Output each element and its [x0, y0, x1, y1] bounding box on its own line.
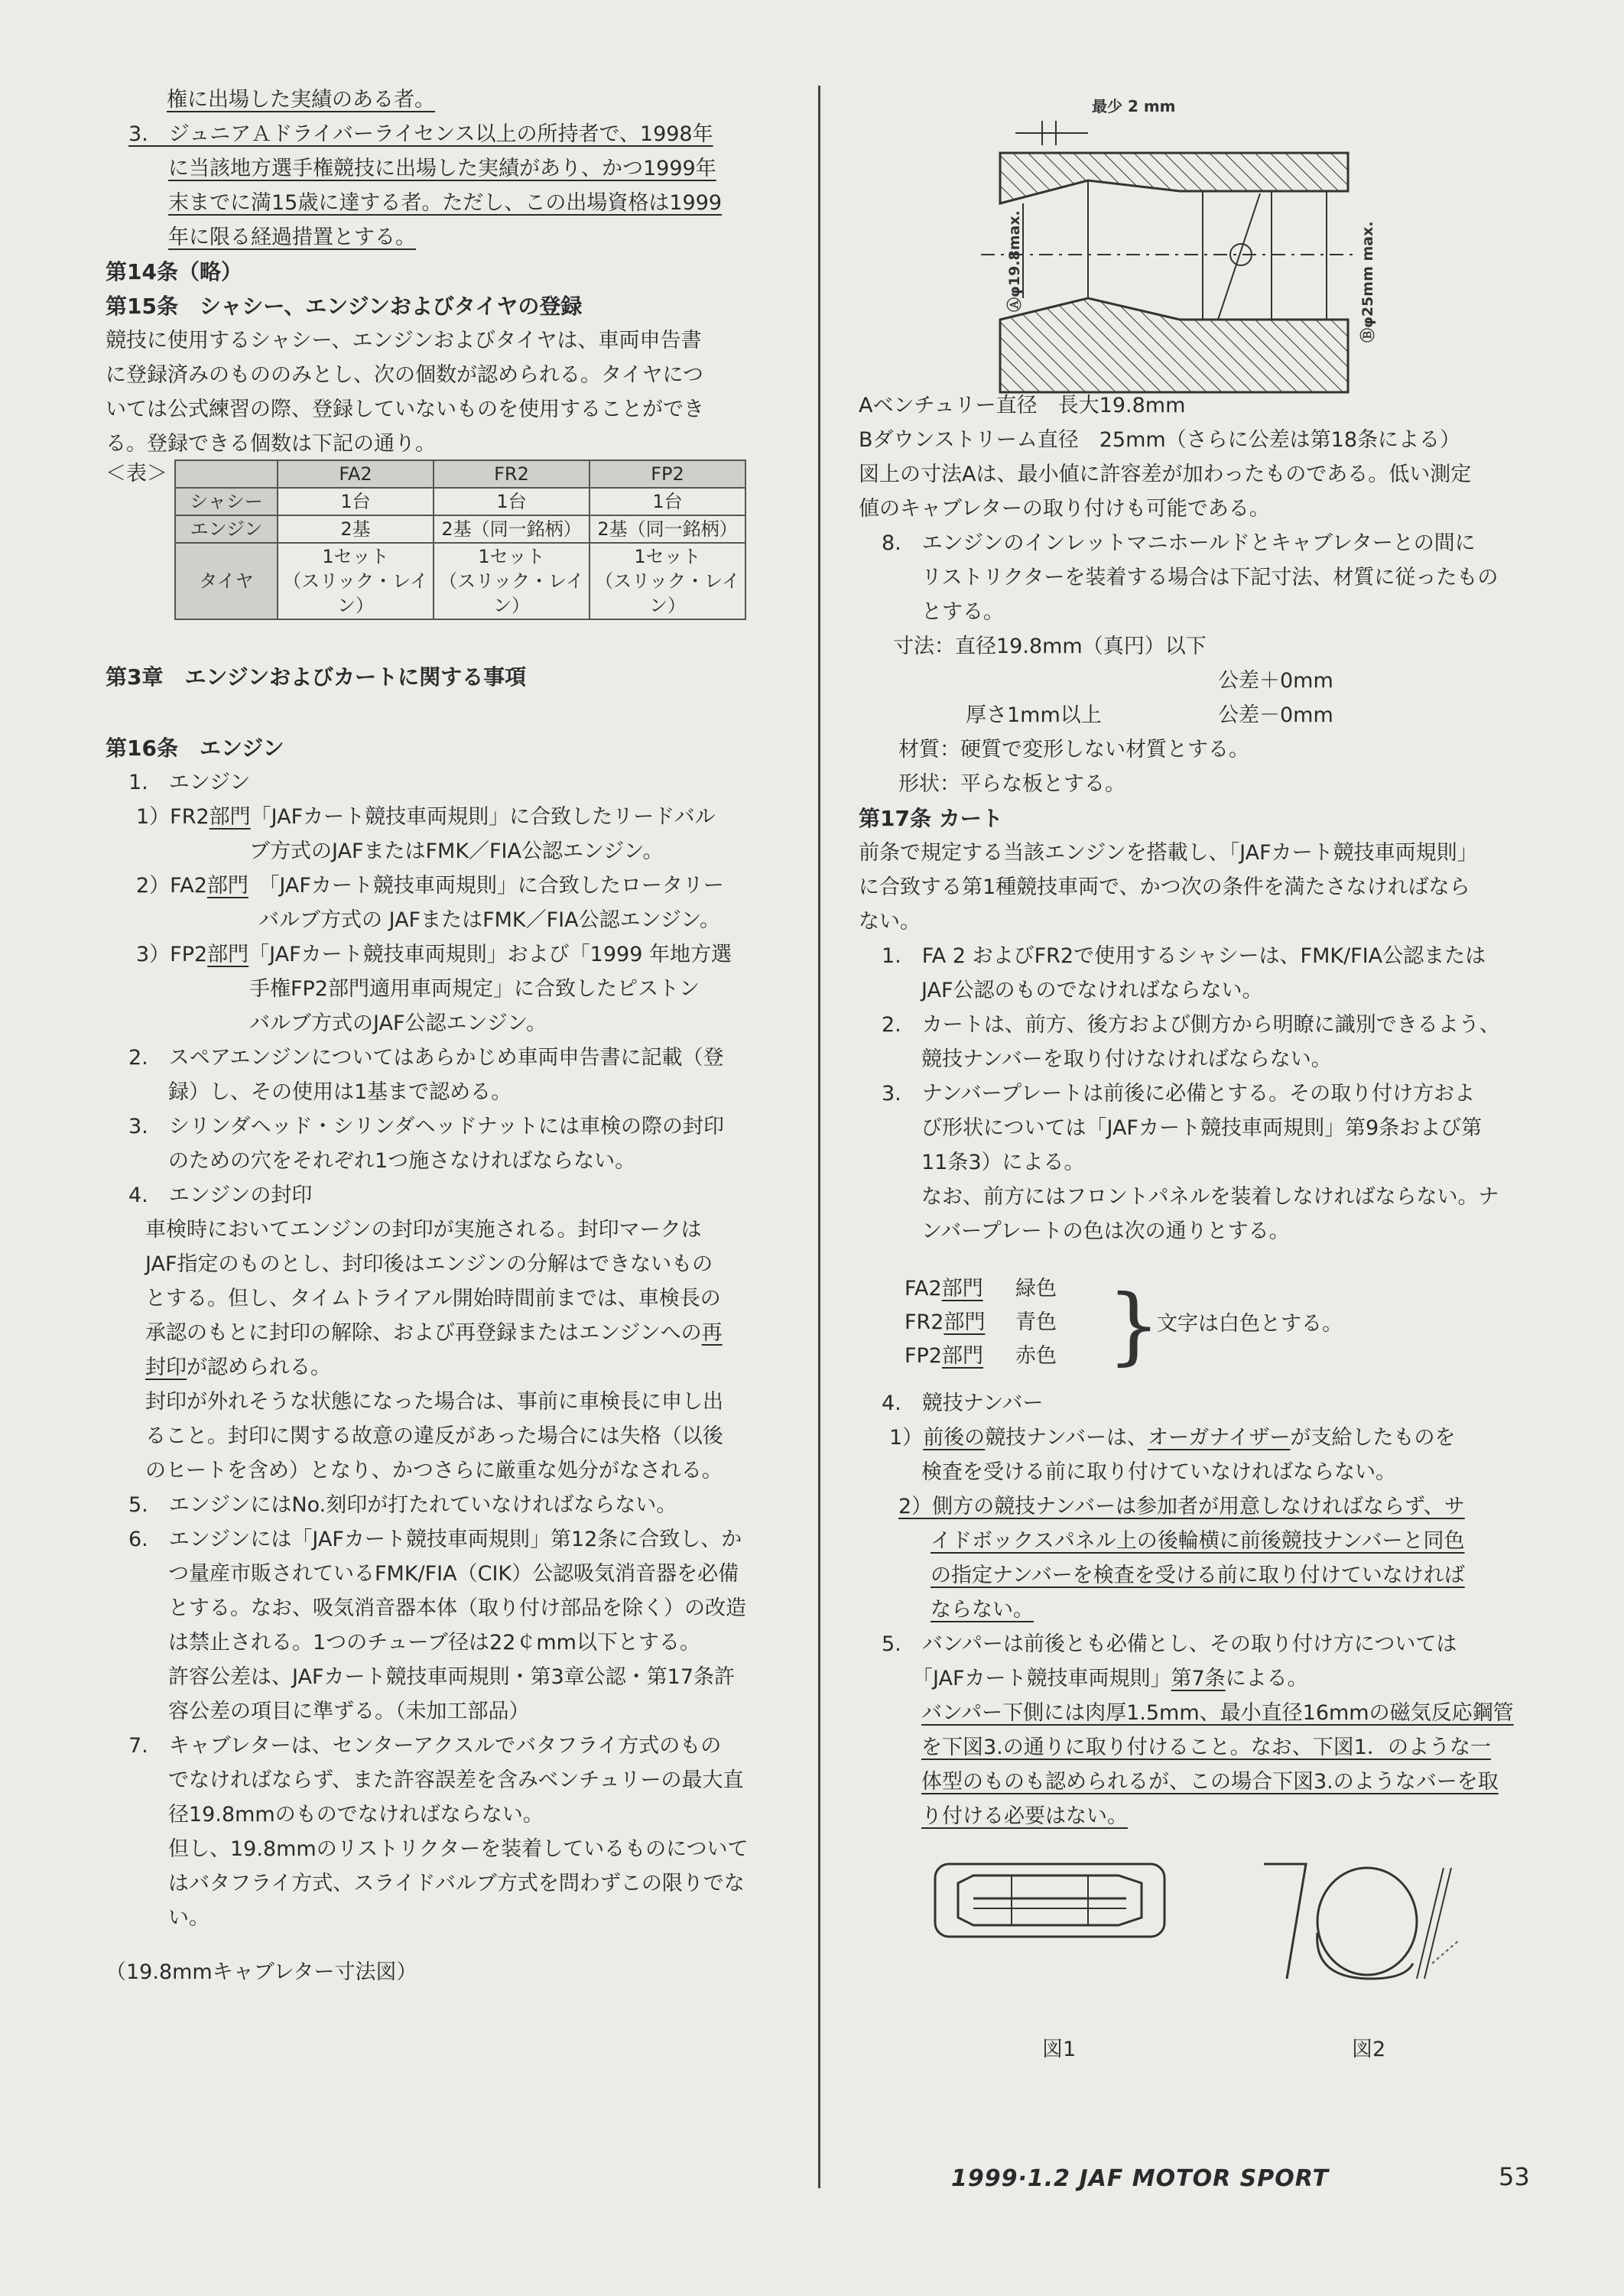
restrictor-material: 材質：硬質で変形しない材質とする。: [898, 738, 1249, 762]
table-cell: 1セット （スリック・レイン）: [590, 543, 745, 619]
dimension-a-label: Ⓐφ19.8max.: [1006, 210, 1023, 312]
butterfly-plate: [1218, 193, 1260, 320]
chapter-3-heading: 第3章 エンジンおよびカートに関する事項: [106, 664, 527, 690]
table-cell: 1台: [278, 488, 434, 515]
row-header: タイヤ: [175, 543, 278, 619]
figure-1-caption: 図1: [1042, 2038, 1077, 2061]
kart-item-4-2: 2）側方の競技ナンバーは参加者が用意しなければならず、サ イドボックスパネル上の後輪横に前後競技ナンバーと同色 の指定ナンバーを検査を受ける前に取り付けていなければ ならない。: [898, 1495, 1465, 1622]
table-cell: 2基: [278, 515, 434, 543]
engine-item-1-3: 3）FP2部門「JAFカート競技車両規則」および「1999 年地方選 手権FP2部門適用車両規定」に合致したピストン バルブ方式のJAF公認エンジン。: [136, 943, 732, 1035]
engine-item-5: 5. エンジンにはNo.刻印が打たれていなければならない。: [128, 1493, 677, 1517]
engine-item-1-2: 2）FA2部門 「JAFカート競技車両規則」に合致したロータリー バルブ方式の JAFまたはFMK／FIA公認エンジン。: [136, 874, 724, 932]
right-column: [859, 90, 1531, 2061]
engine-item-4: 4. エンジンの封印: [128, 1184, 313, 1207]
page-number: 53: [1499, 2162, 1530, 2191]
venturi-diameter-desc: Aベンチュリー直径 長大19.8mm: [859, 394, 1186, 417]
restrictor-size: 寸法：直径19.8mm（真円）以下: [893, 635, 1207, 658]
body-top-section: [1000, 153, 1348, 203]
kart-item-2: 2. カートは、前方、後方および側方から明瞭に識別できるよう、 競技ナンバーを取り付けなければならない。: [882, 1013, 1500, 1071]
article-17-body: 前条で規定する当該エンジンを搭載し、「JAFカート競技車両規則」 に合致する第1種競技車両で、かつ次の条件を満たさなければなら ない。: [859, 841, 1478, 934]
figure-2-caption: 図2: [1352, 2038, 1386, 2061]
list-item: FA2部門 緑色: [905, 1277, 1057, 1301]
table-cell: 1台: [590, 488, 745, 515]
bumper-figures: [859, 1856, 1531, 2061]
engine-item-3: 3. シリンダヘッド・シリンダヘッドナットには車検の際の封印 のための穴をそれぞれ1つ施さなければならない。: [128, 1115, 725, 1173]
list-item: FR2部門 青色: [905, 1310, 1057, 1334]
table-cell: 1セット （スリック・レイン）: [278, 543, 434, 619]
carburetor-diagram: [859, 90, 1394, 396]
engine-item-7: 7. キャブレターは、センターアクスルでバタフライ方式のもの でなければならず、また許容誤差を含みベンチュリーの最大直 径19.8mmのものでなければならない。 但し、19.8mmのリストリクターを装着しているものについて はバタフライ方式、スライドバルブ方式を問わずこの限りでな い。: [128, 1734, 749, 1930]
plate-color-list: [905, 1271, 1531, 1386]
kart-item-3: 3. ナンバープレートは前後に必備とする。その取り付け方およ び形状については「JAFカート競技車両規則」第9条および第 11条3）による。 なお、前方にはフロントパネルを装着しなければならない。ナ ンバープレートの色は次の通りとする。: [882, 1082, 1499, 1243]
table-row: [175, 488, 745, 515]
article-17-heading: 第17条 カート: [859, 806, 1003, 831]
continued-text: 権に出場した実績のある者。: [167, 88, 435, 112]
table-header: FP2: [590, 460, 745, 488]
kart-item-1: 1. FA 2 およびFR2で使用するシャシーは、FMK/FIA公認または JAF公認のものでなければならない。: [882, 944, 1486, 1002]
table-header: FR2: [434, 460, 590, 488]
article-15-heading: 第15条 シャシー、エンジンおよびタイヤの登録: [106, 294, 583, 319]
table-row: [175, 515, 745, 543]
table-corner: [175, 460, 278, 488]
table-row: [175, 543, 745, 619]
table-header: FA2: [278, 460, 434, 488]
downstream-diameter-desc: Bダウンストリーム直径 25mm（さらに公差は第18条による）: [859, 428, 1461, 452]
engine-item-1-1: 1）FR2部門「JAFカート競技車両規則」に合致したリードバル ブ方式のJAFまたはFMK／FIA公認エンジン。: [136, 805, 716, 863]
column-divider: [818, 86, 820, 2188]
thickness-row: 厚さ1mm以上 公差－0mm: [966, 703, 1333, 727]
table-label: ＜表＞: [106, 462, 167, 486]
kart-item-4: 4. 競技ナンバー: [882, 1392, 1044, 1415]
registration-table-block: [106, 460, 786, 620]
table-cell: 1セット （スリック・レイン）: [434, 543, 590, 619]
kart-item-4-1: 1）前後の競技ナンバーは、オーガナイザーが支給したものを 検査を受ける前に取り付けていなければならない。: [889, 1426, 1456, 1484]
carburetor-caption: （19.8mmキャブレター寸法図）: [106, 1960, 417, 1984]
row-header: エンジン: [175, 515, 278, 543]
table-cell: 1台: [434, 488, 590, 515]
article-16-heading: 第16条 エンジン: [106, 736, 284, 761]
body-bottom-section: [1000, 298, 1348, 392]
dimension-b-label: Ⓑφ25mm max.: [1359, 221, 1376, 343]
item-3: 3. ジュニアＡドライバーライセンス以上の所持者で、1998年 に当該地方選手権競技に出場した実績があり、かつ1999年 末までに満15歳に達する者。ただし、この出場資格は1999 年に限る経過措置とする。: [128, 122, 723, 249]
brace-icon: }: [1107, 1276, 1161, 1374]
table-cell: 2基（同一銘柄）: [590, 515, 745, 543]
color-note: 文字は白色とする。: [1157, 1312, 1343, 1336]
engine-item-8: 8. エンジンのインレットマニホールドとキャブレターとの間に リストリクターを装着する場合は下記寸法、材質に従ったもの とする。: [882, 531, 1499, 624]
row-header: シャシー: [175, 488, 278, 515]
table-cell: 2基（同一銘柄）: [434, 515, 590, 543]
article-14-heading: 第14条（略）: [106, 259, 242, 284]
tolerance-plus: 公差＋0mm: [1218, 669, 1333, 693]
registration-table: [174, 460, 746, 620]
engine-item-6: 6. エンジンには「JAFカート競技車両規則」第12条に合致し、か つ量産市販されているFMK/FIA（CIK）公認吸気消音器を必備 とする。なお、吸気消音器本体（取り付け部品を除く）の改造 は禁止される。1つのチューブ径は22￠mm以下とする。 許容公差は、JAFカート競技車両規則・第3章公認・第17条許 容公差の項目に準ずる。（未加工部品）: [128, 1528, 746, 1723]
magazine-footer: 1999·1.2 JAF MOTOR SPORT: [951, 2165, 1329, 2192]
restrictor-shape: 形状：平らな板とする。: [898, 772, 1125, 796]
kart-item-5: 5. バンパーは前後とも必備とし、その取り付け方については 「JAFカート競技車両規則」第7条による。 バンパー下側には肉厚1.5mm、最小直径16mmの磁気反応鋼管 を下図3.の通りに取り付けること。なお、下図1．のような一 体型のものも認められるが、この場合下図3.のようなバーを取 り付ける必要はない。: [882, 1632, 1514, 1828]
diagram-note: 図上の寸法Aは、最小値に許容差が加わったものである。低い測定 値のキャブレターの取り付けも可能である。: [859, 463, 1472, 521]
engine-item-1: 1. エンジン: [128, 771, 251, 794]
left-column: [106, 83, 786, 1989]
figure-1-drawing: [927, 1856, 1180, 1948]
figure-2-drawing: [1241, 1849, 1470, 1994]
article-15-body: 競技に使用するシャシー、エンジンおよびタイヤは、車両申告書 に登録済みのもののみとし、次の個数が認められる。タイヤにつ いては公式練習の際、登録していないものを使用することができ る。登録できる個数は下記の通り。: [106, 329, 704, 456]
min-dimension-label: 最少 2 mm: [1092, 97, 1176, 115]
engine-item-2: 2. スペアエンジンについてはあらかじめ車両申告書に記載（登 録）し、その使用は1基まで認める。: [128, 1046, 724, 1104]
engine-item-4-body: 車検時においてエンジンの封印が実施される。封印マークは JAF指定のものとし、封印後はエンジンの分解はできないもの とする。但し、タイムトライアル開始時間前までは、車検長の 承認のもとに封印の解除、および再登録またはエンジンへの再 封印が認められる。 封印が外れそうな状態になった場合は、事前に車検長に申し出 ること。封印に関する故意の違反があった場合には失格（以後 のヒートを含め）となり、かつさらに厳重な処分がなされる。: [145, 1218, 723, 1482]
list-item: FP2部門 赤色: [905, 1344, 1057, 1368]
